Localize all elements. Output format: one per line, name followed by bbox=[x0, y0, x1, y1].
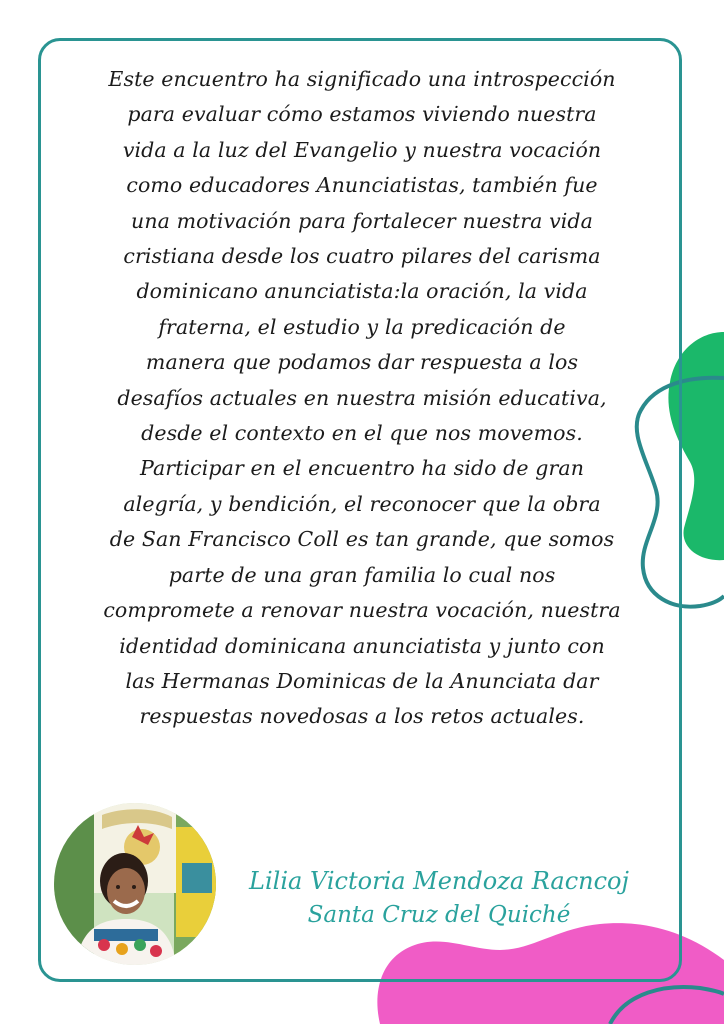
body-line: cristiana desde los cuatro pilares del carisma bbox=[123, 244, 601, 269]
signature-place: Santa Cruz del Quiché bbox=[307, 902, 571, 928]
body-line: como educadores Anunciatistas, también fue bbox=[126, 173, 598, 198]
body-paragraph bbox=[64, 62, 660, 735]
body-line: Participar en el encuentro ha sido de gran bbox=[139, 456, 584, 481]
body-line: parte de una gran familia lo cual nos bbox=[168, 562, 556, 587]
signature-name: Lilia Victoria Mendoza Racncoj bbox=[249, 867, 629, 895]
signature-block bbox=[214, 864, 664, 932]
body-line: las Hermanas Dominicas de la Anunciata dar bbox=[125, 668, 599, 693]
body-line: fraterna, el estudio y la predicación de bbox=[158, 314, 566, 339]
body-line: alegría, y bendición, el reconocer que la obra bbox=[123, 491, 601, 516]
portrait-photo bbox=[54, 803, 216, 965]
body-line: dominicano anunciatista:la oración, la vida bbox=[136, 279, 588, 304]
body-line: desafíos actuales en nuestra misión educativa, bbox=[117, 385, 607, 410]
body-line: una motivación para fortalecer nuestra vida bbox=[131, 208, 593, 233]
body-line: Este encuentro ha significado una introspección bbox=[108, 67, 616, 91]
body-line: de San Francisco Coll es tan grande, que somos bbox=[109, 527, 615, 552]
body-line: para evaluar cómo estamos viviendo nuestra bbox=[127, 102, 597, 127]
body-line: identidad dominicana anunciatista y junto con bbox=[119, 633, 605, 658]
body-line: desde el contexto en el que nos movemos. bbox=[141, 421, 583, 446]
body-line: vida a la luz del Evangelio y nuestra vocación bbox=[122, 137, 602, 162]
portrait-illustration bbox=[54, 803, 216, 965]
body-line: compromete a renovar nuestra vocación, nuestra bbox=[103, 598, 621, 623]
body-line: respuestas novedosas a los retos actuales. bbox=[139, 704, 585, 729]
body-line: manera que podamos dar respuesta a los bbox=[145, 350, 579, 375]
